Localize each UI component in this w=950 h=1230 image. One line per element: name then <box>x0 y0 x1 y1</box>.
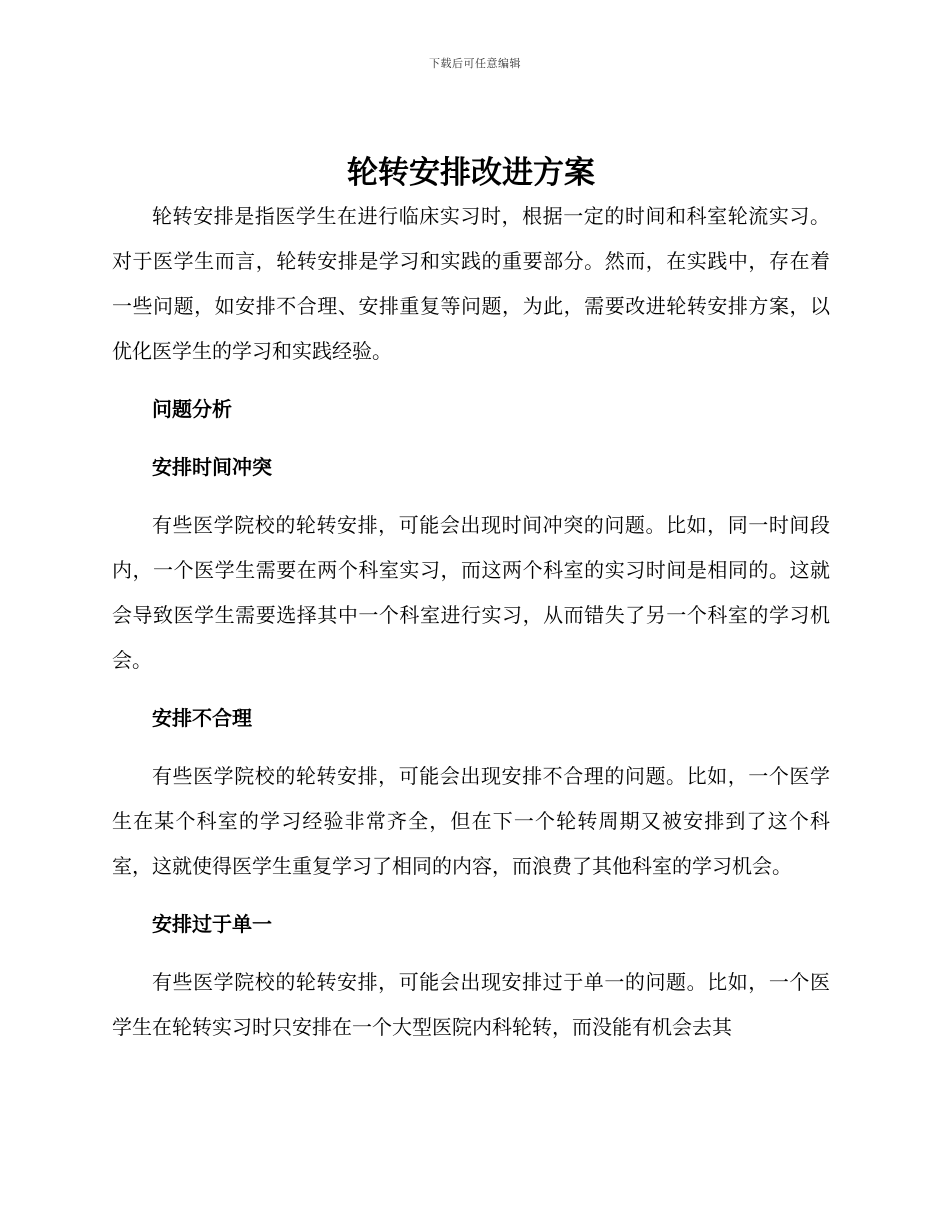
document-body <box>112 148 830 1050</box>
issue-heading-time-conflict: 安排时间冲突 <box>152 455 272 479</box>
issue-heading-too-single: 安排过于单一 <box>152 912 272 936</box>
issue-heading-unreasonable: 安排不合理 <box>152 706 252 730</box>
spacer <box>112 374 830 387</box>
spacer <box>112 683 830 696</box>
header-note: 下载后可任意编辑 <box>429 57 521 70</box>
intro-paragraph: 轮转安排是指医学生在进行临床实习时，根据一定的时间和科室轮流实习。对于医学生而言，轮转安排是学习和实践的重要部分。然而，在实践中，存在着一些问题，如安排不合理、安排重复等问题，为此，需要改进轮转安排方案，以优化医学生的学习和实践经验。 <box>112 204 830 363</box>
spacer <box>112 889 830 902</box>
spacer <box>112 947 830 960</box>
spacer <box>112 490 830 503</box>
issue-body-too-single: 有些医学院校的轮转安排，可能会出现安排过于单一的问题。比如，一个医学生在轮转实习时只安排在一个大型医院内科轮转，而没能有机会去其 <box>112 970 830 1039</box>
spacer <box>112 741 830 754</box>
section-heading-problem-analysis: 问题分析 <box>152 397 232 421</box>
issue-body-time-conflict: 有些医学院校的轮转安排，可能会出现时间冲突的问题。比如，同一时间段内，一个医学生需要在两个科室实习，而这两个科室的实习时间是相同的。这就会导致医学生需要选择其中一个科室进行实习，从而错失了另一个科室的学习机会。 <box>112 513 830 672</box>
spacer <box>112 432 830 445</box>
issue-body-unreasonable: 有些医学院校的轮转安排，可能会出现安排不合理的问题。比如，一个医学生在某个科室的学习经验非常齐全，但在下一个轮转周期又被安排到了这个科室，这就使得医学生重复学习了相同的内容，而浪费了其他科室的学习机会。 <box>112 764 830 878</box>
document-title: 轮转安排改进方案 <box>347 155 595 191</box>
